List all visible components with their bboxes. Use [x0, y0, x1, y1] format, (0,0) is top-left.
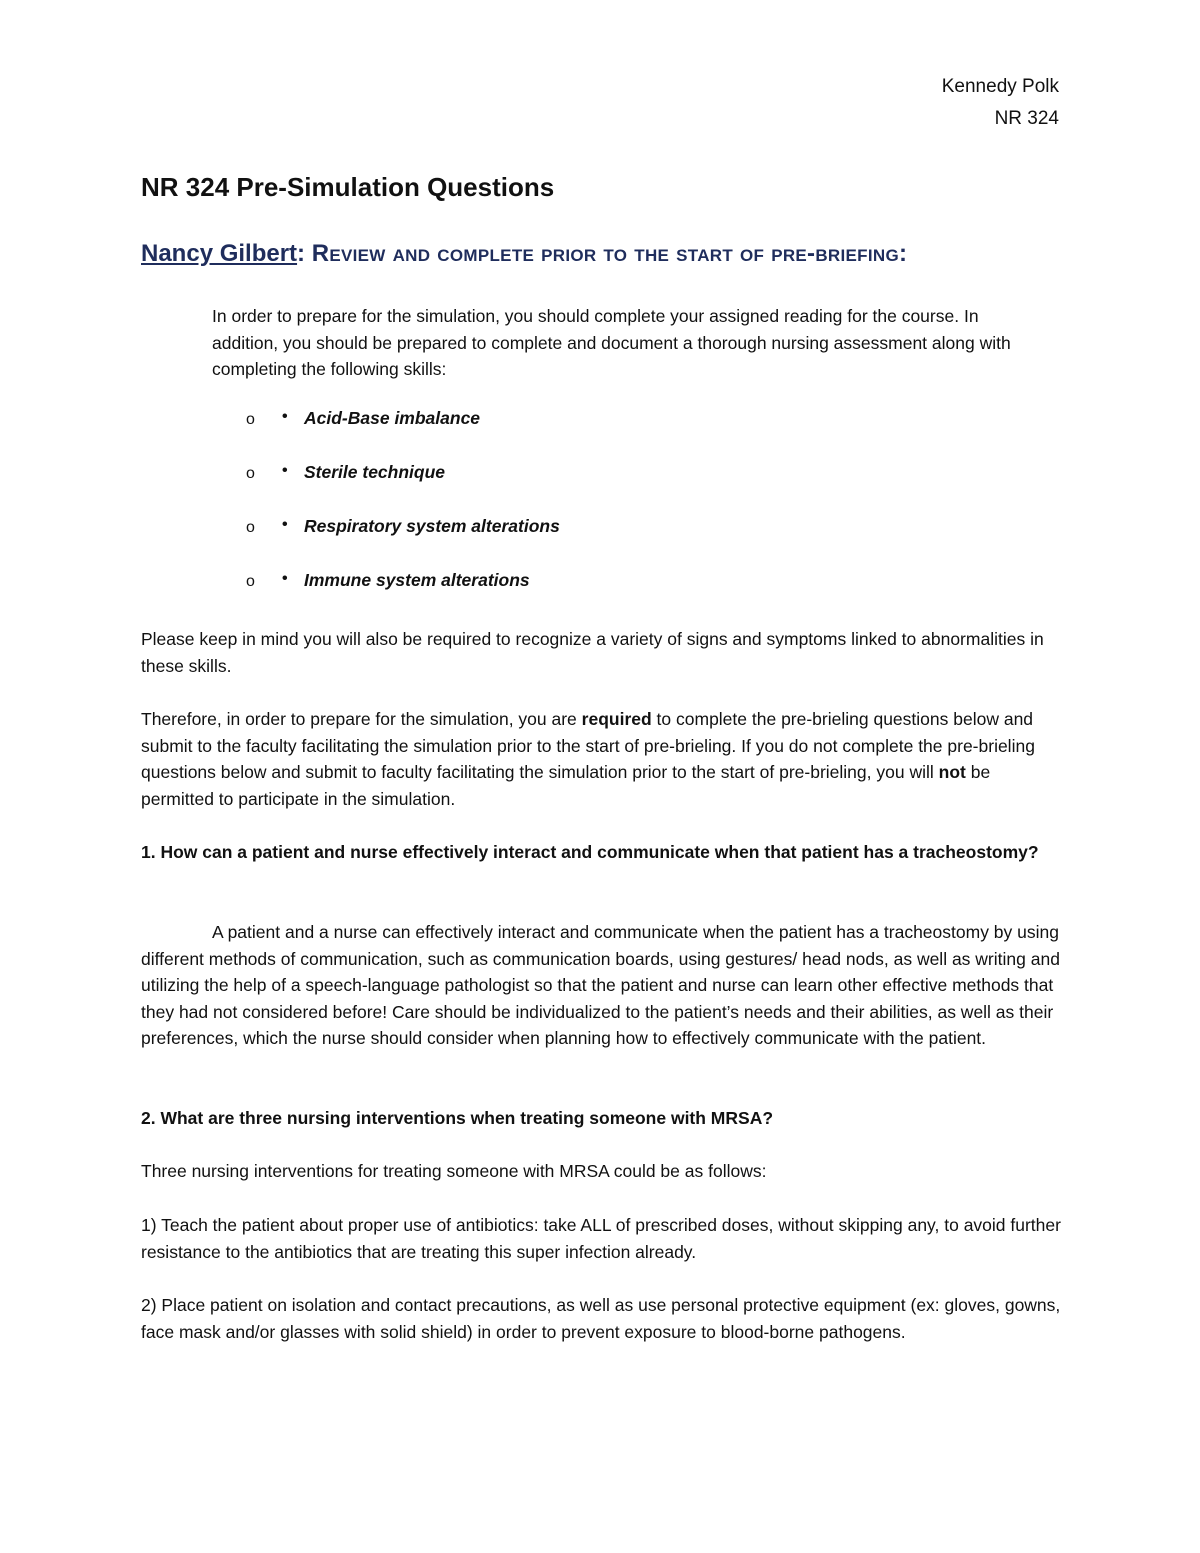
- review-instruction: Review and complete prior to the start of pre-briefing:: [311, 240, 908, 267]
- question-2: 2. What are three nursing interventions when treating someone with MRSA?: [141, 1108, 774, 1128]
- list-item: [246, 570, 560, 624]
- course-code: NR 324: [994, 108, 1059, 129]
- review-colon: :: [297, 240, 306, 267]
- bullet-icon: •: [282, 570, 288, 587]
- skills-list: [246, 408, 560, 624]
- skill-label: Sterile technique: [304, 462, 446, 482]
- question-1: 1. How can a patient and nurse effectively interact and communicate when that patient has a tracheostomy?: [141, 842, 1039, 862]
- circle-marker-icon: o: [246, 411, 255, 428]
- author-name: Kennedy Polk: [941, 76, 1059, 97]
- intro-paragraph: In order to prepare for the simulation, you should complete your assigned reading for the course. In addition, you should be prepared to complete and document a thorough nursing assessment along with completing the following skills:: [212, 306, 1011, 379]
- review-instruction-line: [141, 240, 907, 268]
- page-title: NR 324 Pre-Simulation Questions: [141, 172, 555, 202]
- requirement-paragraph: [141, 706, 1061, 812]
- list-item: [246, 408, 560, 462]
- requirement-text-1: Therefore, in order to prepare for the simulation, you are: [141, 709, 582, 729]
- list-item: [246, 516, 560, 570]
- circle-marker-icon: o: [246, 573, 255, 590]
- intervention-1: 1) Teach the patient about proper use of antibiotics: take ALL of prescribed doses, without skipping any, to avoid further resistance to the antibiotics that are treating this super infection already.: [141, 1215, 1061, 1262]
- list-item: [246, 462, 560, 516]
- requirement-bold-required: required: [581, 709, 652, 729]
- bullet-icon: •: [282, 408, 288, 425]
- intervention-2: 2) Place patient on isolation and contact precautions, as well as use personal protective equipment (ex: gloves, gowns, face mask and/or glasses with solid shield) in order to prevent exposure to blood-borne pathogens.: [141, 1295, 1061, 1342]
- requirement-bold-not: not: [938, 762, 966, 782]
- skill-label: Acid-Base imbalance: [304, 408, 481, 428]
- reminder-paragraph: Please keep in mind you will also be required to recognize a variety of signs and symptoms linked to abnormalities in these skills.: [141, 629, 1044, 676]
- circle-marker-icon: o: [246, 465, 255, 482]
- answer-2-lead: Three nursing interventions for treating someone with MRSA could be as follows:: [141, 1161, 767, 1181]
- requirement-text-3: be permitted to participate in the simulation.: [141, 762, 991, 809]
- bullet-icon: •: [282, 462, 288, 479]
- bullet-icon: •: [282, 516, 288, 533]
- circle-marker-icon: o: [246, 519, 255, 536]
- answer-1: A patient and a nurse can effectively interact and communicate when the patient has a tracheostomy by using different methods of communication, such as communication boards, using gestures/ head nods, as well as writing and utilizing the help of a speech-language pathologist so that the patient and nurse can learn other effective methods that they had not considered before! Care should be individualized to the patient’s needs and their abilities, as well as their preferences, which the nurse should consider when planning how to effectively communicate with the patient.: [141, 922, 1060, 1048]
- skill-label: Respiratory system alterations: [304, 516, 560, 536]
- patient-name: Nancy Gilbert: [141, 240, 298, 267]
- document-header: [942, 71, 1059, 135]
- skill-label: Immune system alterations: [304, 570, 530, 590]
- requirement-text-2: to complete the pre-brieling questions below and submit to the faculty facilitating the simulation prior to the start of pre-brieling. If you do not complete the pre-brieling questions below and submit to faculty facilitating the simulation prior to the start of pre-brieling, you will: [141, 709, 1035, 782]
